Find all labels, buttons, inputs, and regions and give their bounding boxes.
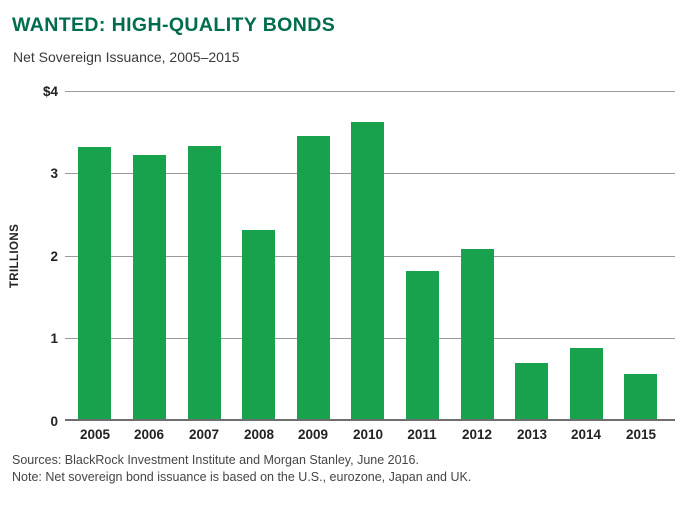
x-tick-label-2013: 2013 bbox=[516, 427, 548, 442]
bar-2009 bbox=[297, 136, 330, 421]
bar-2005 bbox=[78, 147, 111, 421]
x-tick-label-2010: 2010 bbox=[352, 427, 384, 442]
bar-2010 bbox=[351, 122, 384, 421]
chart-footer bbox=[12, 452, 471, 486]
note-line: Note: Net sovereign bond issuance is based on the U.S., eurozone, Japan and UK. bbox=[12, 470, 472, 484]
x-tick-label-2008: 2008 bbox=[243, 427, 275, 442]
x-tick-label-2006: 2006 bbox=[133, 427, 165, 442]
bar-2013 bbox=[515, 363, 548, 421]
bar-2008 bbox=[242, 230, 275, 421]
y-tick-label-0: 0 bbox=[50, 413, 58, 429]
x-tick-label-2012: 2012 bbox=[461, 427, 493, 442]
plot-area bbox=[65, 91, 675, 421]
chart-subtitle: Net Sovereign Issuance, 2005–2015 bbox=[13, 49, 240, 65]
y-tick-label-3: 3 bbox=[50, 166, 58, 181]
bar-2007 bbox=[188, 146, 221, 421]
x-tick-label-2015: 2015 bbox=[625, 427, 657, 442]
x-tick-label-2007: 2007 bbox=[188, 427, 220, 442]
x-tick-label-2009: 2009 bbox=[297, 427, 329, 442]
sources-line: Sources: BlackRock Investment Institute and Morgan Stanley, June 2016. bbox=[12, 453, 419, 467]
x-axis-line bbox=[65, 419, 675, 421]
x-tick-label-2011: 2011 bbox=[407, 427, 437, 442]
x-tick-label-2014: 2014 bbox=[570, 427, 602, 442]
chart-title: WANTED: HIGH-QUALITY BONDS bbox=[12, 14, 336, 36]
y-axis-title: TRILLIONS bbox=[9, 223, 22, 289]
bar-2014 bbox=[570, 348, 603, 421]
y-tick-label-1: 1 bbox=[50, 331, 58, 346]
gridline-y-4 bbox=[65, 91, 675, 92]
bar-2006 bbox=[133, 155, 166, 421]
y-tick-label-2: 2 bbox=[50, 248, 58, 264]
x-tick-label-2005: 2005 bbox=[79, 427, 111, 442]
y-tick-label-4: $4 bbox=[42, 83, 58, 99]
bar-2011 bbox=[406, 271, 439, 421]
bar-2015 bbox=[624, 374, 657, 421]
bar-2012 bbox=[461, 249, 494, 421]
